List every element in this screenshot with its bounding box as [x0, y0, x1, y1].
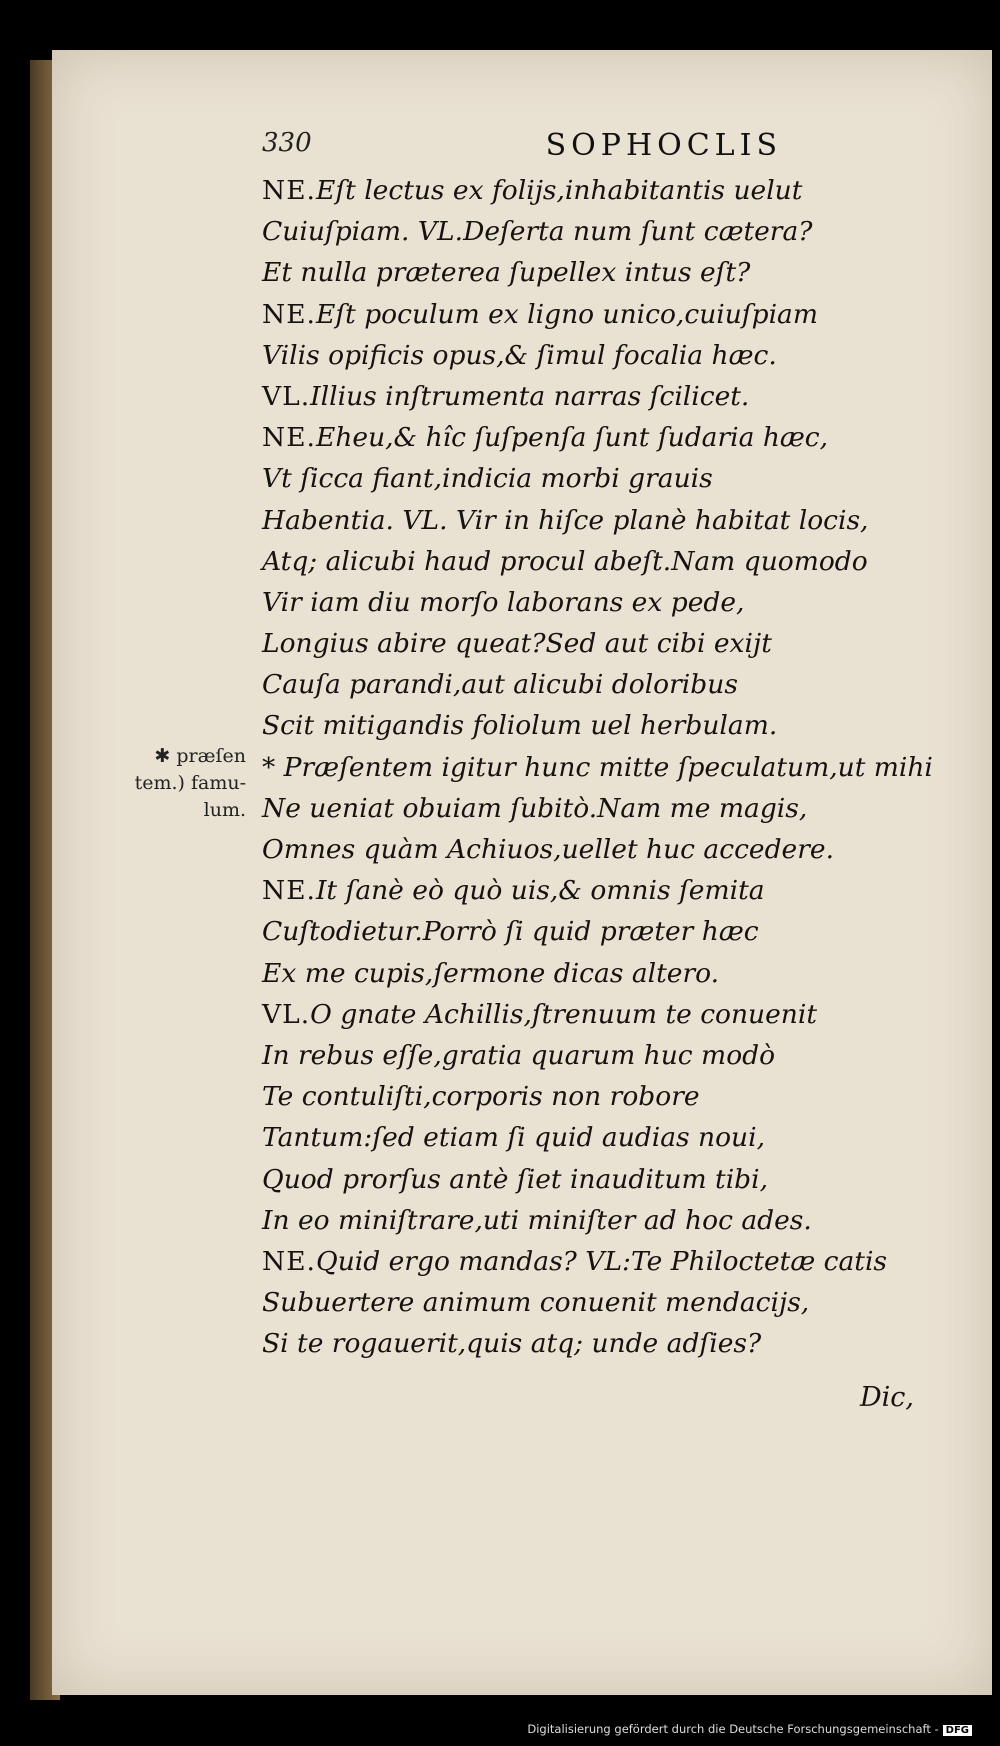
verse-line [262, 788, 902, 829]
speaker-label: VL. [262, 380, 311, 412]
verse-text [262, 170, 933, 1364]
verse-line [262, 376, 902, 417]
verse-text-run: Cuſtodietur.Porrò ſi quid præter hæc [262, 916, 759, 948]
speaker-label: NE. [262, 298, 316, 330]
verse-text-run: Cauſa parandi,aut alicubi doloribus [262, 669, 738, 701]
verse-text-run: Te contuliſti,corporis non robore [262, 1081, 700, 1113]
verse-line [262, 829, 902, 870]
verse-text-run: Quid ergo mandas? VL:Te Philoctetæ catis [315, 1245, 888, 1277]
verse-text-run: Illius inſtrumenta narras ſcilicet. [310, 380, 750, 412]
verse-text-run: It ſanè eò quò uis,& omnis ſemita [315, 875, 765, 907]
verse-line [262, 335, 902, 376]
verse-text-run: Ne ueniat obuiam ſubitò.Nam me magis, [262, 792, 808, 824]
verse-line [262, 170, 902, 211]
verse-line [262, 1117, 902, 1158]
page-header [262, 128, 782, 168]
verse-line [262, 211, 902, 252]
speaker-label: VL. [262, 998, 311, 1030]
verse-line [262, 664, 902, 705]
margin-note-line: lum. [203, 799, 246, 821]
footer-credit: Digitalisierung gefördert durch die Deutsche Forschungsgemeinschaft - [527, 1722, 939, 1736]
verse-text-run: Omnes quàm Achiuos,uellet huc accedere. [262, 834, 835, 865]
margin-note-line: ✱ præſen [154, 745, 246, 767]
verse-line [262, 541, 902, 582]
verse-text-run: Eſt poculum ex ligno unico,cuiuſpiam [315, 298, 818, 330]
verse-text-run: Longius abire queat?Sed aut cibi exijt [262, 628, 772, 660]
verse-text-run: Ex me cupis,ſermone dicas altero. [262, 957, 720, 989]
verse-text-run: Eſt lectus ex folijs,inhabitantis uelut [315, 175, 803, 206]
digitization-footer [0, 1722, 1000, 1746]
dfg-logo: DFG [943, 1725, 972, 1736]
verse-line [262, 994, 902, 1035]
verse-text-run: Eheu,& hîc ſuſpenſa ſunt ſudaria hæc, [315, 422, 829, 454]
speaker-label: NE. [262, 175, 316, 206]
verse-text-run: Tantum:ſed etiam ſi quid audias noui, [262, 1122, 766, 1154]
verse-line [262, 1200, 902, 1241]
catchword: Dic, [860, 1382, 914, 1413]
verse-text-run: Scit mitigandis foliolum uel herbulam. [262, 710, 778, 742]
verse-text-run: Quod prorſus antè ſiet inauditum tibi, [262, 1163, 769, 1195]
verse-text-run: Vt ſicca fiant,indicia morbi grauis [262, 463, 713, 495]
verse-line [262, 1282, 902, 1323]
verse-line [262, 252, 902, 293]
verse-line [262, 623, 902, 664]
verse-text-run: In rebus eſſe,gratia quarum huc modò [262, 1039, 776, 1071]
speaker-label: NE. [262, 1245, 316, 1277]
verse-text-run: O gnate Achillis,ſtrenuum te conuenit [310, 998, 817, 1030]
verse-text-run: Subuertere animum conuenit mendacijs, [262, 1287, 810, 1319]
verse-line [262, 911, 902, 952]
verse-text-run: Vir iam diu morſo laborans ex pede, [262, 586, 745, 618]
verse-line [262, 458, 902, 499]
verse-text-run: Si te rogauerit,quis atq; unde adſies? [262, 1328, 762, 1360]
verse-line [262, 582, 902, 623]
verse-text-run: Atq; alicubi haud procul abeſt.Nam quomodo [262, 545, 868, 577]
verse-text-run: In eo miniſtrare,uti miniſter ad hoc ades. [262, 1204, 812, 1236]
verse-line [262, 1241, 902, 1282]
verse-line [262, 953, 902, 994]
verse-line [262, 1323, 902, 1364]
verse-line [262, 1159, 902, 1200]
speaker-label: NE. [262, 422, 316, 454]
verse-line [262, 294, 902, 335]
verse-line [262, 870, 902, 911]
margin-note [96, 743, 246, 824]
verse-text-run: Et nulla præterea ſupellex intus eſt? [262, 257, 751, 289]
speaker-label: NE. [262, 875, 316, 907]
margin-note-line: tem.) famu- [134, 772, 246, 794]
running-head: SOPHOCLIS [545, 128, 782, 163]
verse-text-run: Cuiuſpiam. VL.Deſerta num ſunt cætera? [262, 216, 813, 248]
verse-line [262, 747, 933, 788]
verse-line [262, 705, 902, 746]
page-number: 330 [262, 128, 312, 158]
verse-line [262, 417, 902, 458]
verse-line [262, 500, 902, 541]
verse-text-run: Habentia. VL. Vir in hiſce planè habitat locis, [262, 504, 869, 536]
verse-line [262, 1035, 902, 1076]
verse-line [262, 1076, 902, 1117]
verse-text-run: Vilis opificis opus,& ſimul focalia hæc. [262, 339, 777, 371]
verse-text-run: * Præſentem igitur hunc mitte ſpeculatum,ut mihi [262, 751, 933, 783]
